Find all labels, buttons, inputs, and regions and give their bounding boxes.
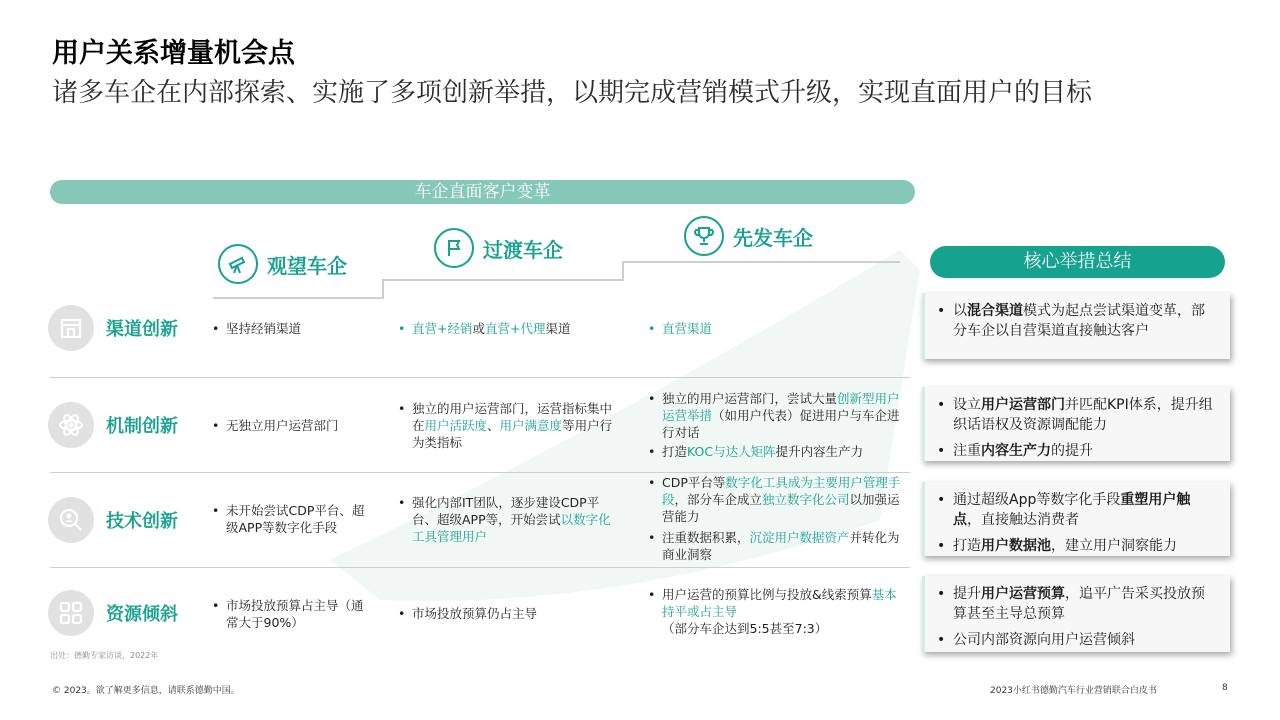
cell-transition-channel: • 直营+经销或直营+代理渠道 [398,320,628,337]
stage-pioneer [684,216,813,256]
cell-watching-technology: • 未开始尝试CDP平台、超级APP等数字化手段 [212,502,372,536]
section-banner: 车企直面客户变革 [50,180,915,204]
cell-pioneer-resource: • 用户运营的预算比例与投放&线索预算基本持平或占主导（部分车企达到5:5甚至7:3） [648,586,900,637]
cell-watching-mechanism: • 无独立用户运营部门 [212,417,382,434]
stage-label: 先发车企 [733,225,813,250]
summary-box-mechanism: • 设立用户运营部门并匹配KPI体系，提升组织话语权及资源调配能力 • 注重内容生产力的提升 [922,387,1230,461]
source-note: 出处：德勤专家访谈，2022年 [50,651,159,660]
row-label-mechanism: 机制创新 [48,402,178,448]
summary-box-resource: • 提升用户运营预算，追平广告采买投放预算甚至主导总预算 • 公司内部资源向用户运营倾斜 [922,576,1230,652]
row-label-channel: 渠道创新 [48,305,178,351]
grid-icon [48,590,94,636]
stage-label: 观望车企 [267,253,347,278]
trophy-icon [684,216,724,256]
summary-box-technology: • 通过超级App等数字化手段重塑用户触点，直接触达消费者 • 打造用户数据池，建立用户洞察能力 [922,482,1230,556]
row-divider [50,567,910,568]
stage-watching [218,244,347,284]
cell-watching-resource: • 市场投放预算占主导（通常大于90%） [212,597,372,631]
row-label-resource: 资源倾斜 [48,590,178,636]
cell-transition-mechanism: • 独立的用户运营部门，运营指标集中在用户活跃度、用户满意度等用户行为类指标 [398,400,620,451]
cell-pioneer-channel: • 直营渠道 [648,320,898,337]
cell-transition-resource: • 市场投放预算仍占主导 [398,605,618,622]
flag-icon [434,228,474,268]
search-user-icon [48,497,94,543]
cell-pioneer-mechanism: • 独立的用户运营部门，尝试大量创新型用户运营举措（如用户代表）促进用户与车企进行对话 • 打造KOC与达人矩阵提升内容生产力 [648,390,900,460]
page-title: 用户关系增量机会点 [52,38,295,69]
cell-pioneer-technology: • CDP平台等数字化工具成为主要用户管理手段，部分车企成立独立数字化公司以加强运营能力 • 注重数据积累，沉淀用户数据资产并转化为商业洞察 [648,474,904,563]
page-number: 8 [1222,683,1228,693]
cell-watching-channel: • 坚持经销渠道 [212,320,372,337]
telescope-icon [218,244,258,284]
atom-icon [48,402,94,448]
cell-transition-technology: • 强化内部IT团队，逐步建设CDP平台、超级APP等，开始尝试以数字化工具管理用户 [398,494,618,545]
row-divider [50,472,910,473]
summary-heading: 核心举措总结 [930,246,1225,278]
row-label-technology: 技术创新 [48,497,178,543]
stage-label: 过渡车企 [483,237,563,262]
copyright: © 2023。欲了解更多信息，请联系德勤中国。 [52,686,240,696]
summary-box-channel: • 以混合渠道模式为起点尝试渠道变革，部分车企以自营渠道直接触达客户 [922,293,1230,359]
store-icon [48,305,94,351]
stage-transition [434,228,563,268]
row-divider [50,377,910,378]
page-subtitle: 诸多车企在内部探索、实施了多项创新举措，以期完成营销模式升级，实现直面用户的目标 [52,78,1093,108]
report-name: 2023小红书德勤汽车行业营销联合白皮书 [990,686,1157,696]
